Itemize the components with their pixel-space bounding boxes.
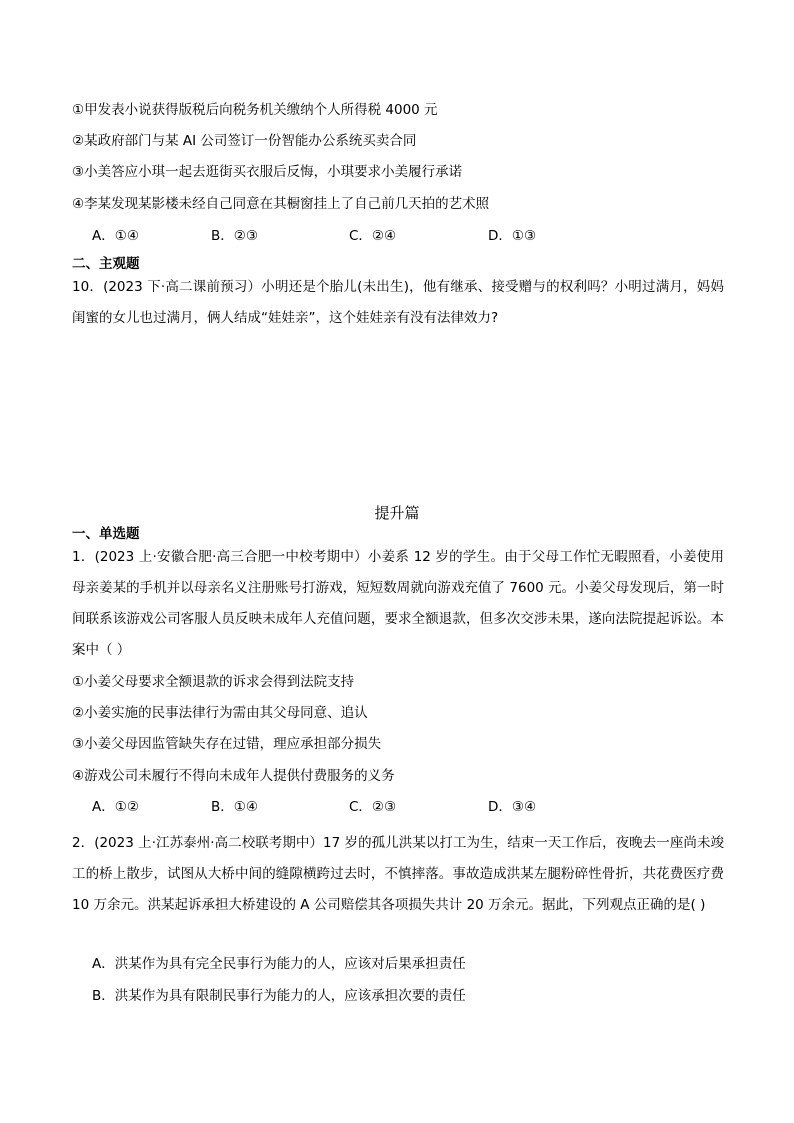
option-d[interactable]: D．①③ bbox=[488, 228, 537, 244]
question-2: 2．(2023 上·江苏泰州·高二校联考期中）17 岁的孤儿洪某以打工为生，结束一天工作后，夜晚去一座尚未竣工的桥上散步，试图从大桥中间的缝隙横跨过去时，不慎摔落。事故造成洪某左腿粉碎性骨折，共花费医疗费 10 万余元。洪某起诉承担大桥建设的 A 公司赔偿其各项损失共计 20 万余元。据此，下列观点正确的是( ) bbox=[72, 835, 724, 913]
statement-3: ③小美答应小琪一起去逛街买衣服后反悔，小琪要求小美履行承诺 bbox=[72, 164, 463, 180]
statement-1: ①甲发表小说获得版税后向税务机关缴纳个人所得税 4000 元 bbox=[72, 102, 438, 118]
answer-options bbox=[92, 227, 536, 245]
q1-option-a[interactable]: A．①② bbox=[92, 799, 139, 815]
single-choice-heading: 一、单选题 bbox=[72, 526, 140, 542]
statement-4: ④李某发现某影楼未经自己同意在其橱窗挂上了自己前几天拍的艺术照 bbox=[72, 196, 490, 212]
q1-statement-1: ①小姜父母要求全额退款的诉求会得到法院支持 bbox=[72, 674, 355, 690]
question-10: 10．(2023 下·高二课前预习）小明还是个胎儿(未出生)，他有继承、接受赠与的权利吗？小明过满月，妈妈闺蜜的女儿也过满月，俩人结成“娃娃亲”，这个娃娃亲有没有法律效力? bbox=[72, 279, 724, 326]
q1-option-d[interactable]: D．③④ bbox=[488, 799, 537, 815]
q1-option-b[interactable]: B．①④ bbox=[211, 799, 258, 815]
q1-option-c[interactable]: C．②③ bbox=[349, 799, 397, 815]
option-a[interactable]: A．①④ bbox=[92, 228, 139, 244]
q1-statement-4: ④游戏公司未履行不得向未成年人提供付费服务的义务 bbox=[72, 768, 395, 784]
option-c[interactable]: C．②④ bbox=[349, 228, 397, 244]
subjective-heading: 二、主观题 bbox=[72, 256, 140, 272]
q2-option-b[interactable]: B．洪某作为具有限制民事行为能力的人，应该承担次要的责任 bbox=[92, 988, 466, 1004]
section-title: 提升篇 bbox=[374, 504, 420, 522]
q1-statement-2: ②小姜实施的民事法律行为需由其父母同意、追认 bbox=[72, 705, 368, 721]
statement-2: ②某政府部门与某 AI 公司签订一份智能办公系统买卖合同 bbox=[72, 133, 417, 149]
option-b[interactable]: B．②③ bbox=[211, 228, 258, 244]
q1-statement-3: ③小姜父母因监管缺失存在过错，理应承担部分损失 bbox=[72, 736, 382, 752]
q1-answer-options bbox=[92, 798, 536, 816]
q2-option-a[interactable]: A．洪某作为具有完全民事行为能力的人，应该对后果承担责任 bbox=[92, 956, 466, 972]
question-1: 1．(2023 上·安徽合肥·高三合肥一中校考期中）小姜系 12 岁的学生。由于父母工作忙无暇照看，小姜使用母亲姜某的手机并以母亲名义注册账号打游戏，短短数周就向游戏充值了 7600 元。小姜父母发现后，第一时间联系该游戏公司客服人员反映未成年人充值问题，要求全额退款，但多次交涉未果，遂向法院提起诉讼。本案中（ ） bbox=[72, 549, 724, 658]
